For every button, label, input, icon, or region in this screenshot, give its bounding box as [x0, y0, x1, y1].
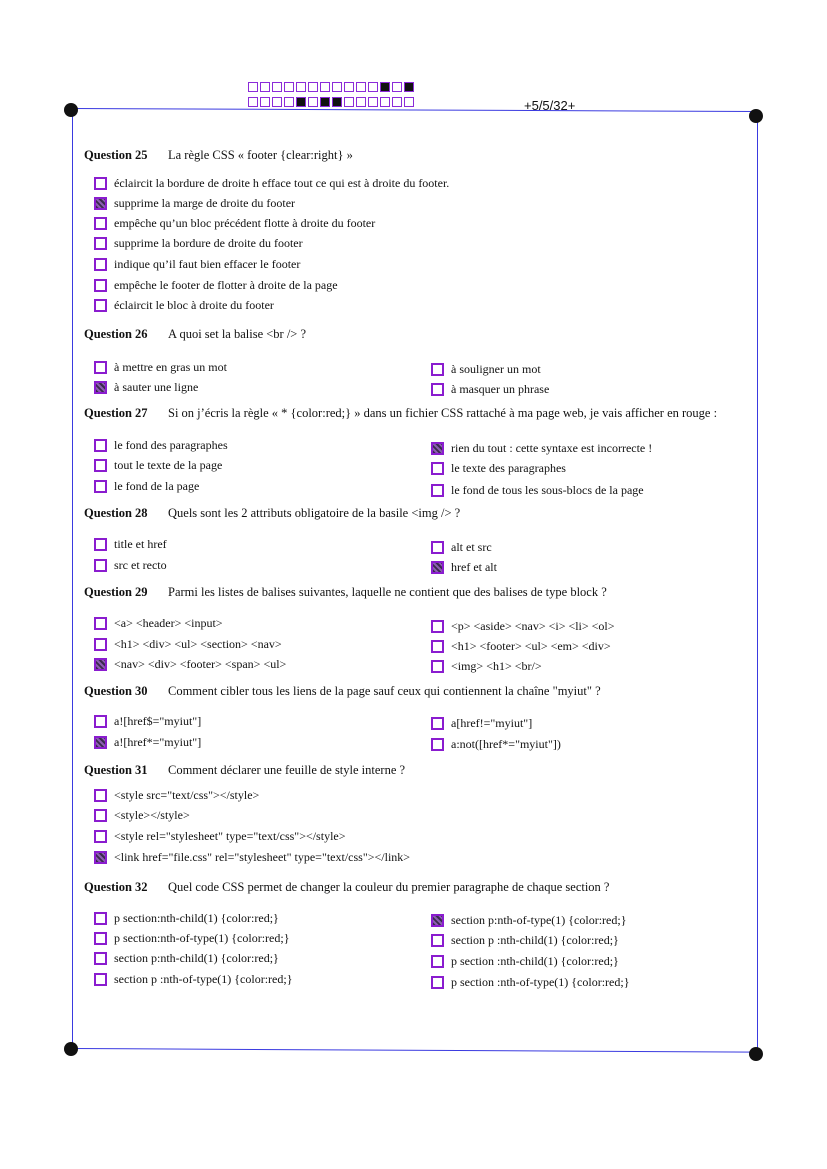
answer-label: à masquer un phrase — [451, 382, 550, 396]
answer-label: section p:nth-of-type(1) {color:red;} — [451, 913, 627, 927]
answer-label: <p> <aside> <nav> <i> <li> <ol> — [451, 619, 615, 633]
question-number: Question 26 — [84, 327, 148, 341]
question-title — [84, 880, 744, 895]
checkbox[interactable] — [94, 952, 107, 965]
checkbox[interactable] — [94, 559, 107, 572]
checkbox[interactable] — [94, 638, 107, 651]
answer-option[interactable] — [94, 657, 286, 672]
checkbox[interactable] — [431, 660, 444, 673]
barcode-cell — [404, 82, 414, 92]
checkbox[interactable] — [431, 640, 444, 653]
barcode-cell — [368, 97, 378, 107]
answer-label: p section:nth-of-type(1) {color:red;} — [114, 931, 290, 945]
question-title — [84, 506, 744, 521]
answer-option[interactable] — [431, 954, 619, 969]
barcode-row-1 — [248, 82, 414, 92]
answer-option[interactable] — [431, 483, 644, 498]
question-text: Parmi les listes de balises suivantes, laquelle ne contient que des balises de type block ? — [168, 585, 607, 599]
question-text: Comment cibler tous les liens de la page sauf ceux qui contiennent la chaîne "myiut" ? — [168, 684, 601, 698]
question-text: Comment déclarer une feuille de style interne ? — [168, 763, 406, 777]
answer-option[interactable] — [431, 639, 611, 654]
barcode-cell — [248, 82, 258, 92]
answer-option[interactable] — [94, 196, 295, 211]
answer-option[interactable] — [94, 714, 201, 729]
answer-label: <nav> <div> <footer> <span> <ul> — [114, 657, 287, 671]
barcode-cell — [356, 82, 366, 92]
checkbox[interactable] — [94, 258, 107, 271]
checkbox[interactable] — [94, 279, 107, 292]
checkbox[interactable] — [431, 383, 444, 396]
answer-option[interactable] — [94, 829, 346, 844]
answer-label: empêche qu’un bloc précédent flotte à droite du footer — [114, 216, 376, 230]
question-title — [84, 763, 744, 778]
answer-option[interactable] — [431, 362, 541, 377]
answer-label: section p:nth-child(1) {color:red;} — [114, 951, 279, 965]
answer-label: p section:nth-child(1) {color:red;} — [114, 911, 279, 925]
barcode-cell — [380, 82, 390, 92]
barcode-cell — [332, 97, 342, 107]
barcode-cell — [356, 97, 366, 107]
checkbox[interactable] — [431, 934, 444, 947]
answer-label: à sauter une ligne — [114, 380, 199, 394]
checkbox[interactable] — [431, 955, 444, 968]
answer-label: a![href*="myiut"] — [114, 735, 202, 749]
checkbox-checked[interactable] — [94, 851, 107, 864]
barcode-cell — [308, 97, 318, 107]
answer-option[interactable] — [94, 788, 259, 803]
checkbox-checked[interactable] — [431, 914, 444, 927]
answer-label: <link href="file.css" rel="stylesheet" type="text/css"></link> — [114, 850, 411, 864]
answer-label: p section :nth-of-type(1) {color:red;} — [451, 975, 630, 989]
answer-label: p section :nth-child(1) {color:red;} — [451, 954, 619, 968]
answer-option[interactable] — [431, 737, 561, 752]
answer-option[interactable] — [94, 360, 227, 375]
answer-option[interactable] — [94, 558, 167, 573]
checkbox[interactable] — [431, 484, 444, 497]
checkbox-checked[interactable] — [94, 736, 107, 749]
checkbox[interactable] — [94, 217, 107, 230]
checkbox[interactable] — [94, 459, 107, 472]
question-text: Si on j’écris la règle « * {color:red;} » dans un fichier CSS rattaché à ma page web, je vais afficher en rouge : — [168, 406, 718, 420]
answer-label: <style rel="stylesheet" type="text/css"></style> — [114, 829, 346, 843]
answer-label: indique qu’il faut bien effacer le footer — [114, 257, 301, 271]
question-title — [84, 406, 744, 421]
answer-label: section p :nth-child(1) {color:red;} — [451, 933, 619, 947]
answer-label: <a> <header> <input> — [114, 616, 223, 630]
checkbox[interactable] — [94, 789, 107, 802]
barcode-cell — [380, 97, 390, 107]
checkbox-checked[interactable] — [94, 197, 107, 210]
checkbox[interactable] — [94, 299, 107, 312]
answer-option[interactable] — [94, 850, 410, 865]
answer-label: rien du tout : cette syntaxe est incorrecte ! — [451, 441, 653, 455]
answer-label: éclaircit le bloc à droite du footer — [114, 298, 274, 312]
checkbox[interactable] — [94, 715, 107, 728]
checkbox-checked[interactable] — [94, 658, 107, 671]
answer-option[interactable] — [431, 382, 549, 397]
checkbox[interactable] — [94, 932, 107, 945]
checkbox[interactable] — [94, 480, 107, 493]
answer-option[interactable] — [94, 951, 279, 966]
answer-label: <style></style> — [114, 808, 190, 822]
question-text: Quel code CSS permet de changer la couleur du premier paragraphe de chaque section ? — [168, 880, 610, 894]
question-text: La règle CSS « footer {clear:right} » — [168, 148, 353, 162]
barcode-cell — [332, 82, 342, 92]
answer-option[interactable] — [431, 540, 492, 555]
barcode-cell — [344, 82, 354, 92]
answer-label: tout le texte de la page — [114, 458, 223, 472]
answer-option[interactable] — [94, 257, 300, 272]
answer-option[interactable] — [431, 933, 619, 948]
barcode-cell — [272, 82, 282, 92]
barcode-cell — [404, 97, 414, 107]
question-title — [84, 684, 744, 699]
answer-option[interactable] — [94, 616, 223, 631]
answer-label: à souligner un mot — [451, 362, 541, 376]
answer-label: <style src="text/css"></style> — [114, 788, 260, 802]
answer-label: le fond de la page — [114, 479, 200, 493]
checkbox[interactable] — [94, 617, 107, 630]
checkbox-checked[interactable] — [431, 561, 444, 574]
checkbox[interactable] — [94, 809, 107, 822]
corner-marker-top-left — [64, 103, 78, 117]
checkbox[interactable] — [431, 363, 444, 376]
answer-option[interactable] — [94, 972, 292, 987]
checkbox[interactable] — [94, 912, 107, 925]
answer-option[interactable] — [94, 176, 449, 191]
answer-option[interactable] — [431, 716, 532, 731]
barcode-cell — [308, 82, 318, 92]
barcode-cell — [296, 97, 306, 107]
checkbox[interactable] — [94, 237, 107, 250]
checkbox[interactable] — [431, 541, 444, 554]
answer-option[interactable] — [94, 438, 228, 453]
answer-option[interactable] — [94, 637, 282, 652]
answer-option[interactable] — [94, 298, 274, 313]
barcode-cell — [272, 97, 282, 107]
answer-option[interactable] — [431, 560, 497, 575]
question-number: Question 31 — [84, 763, 148, 777]
answer-label: supprime la marge de droite du footer — [114, 196, 296, 210]
question-number: Question 25 — [84, 148, 148, 162]
question-number: Question 30 — [84, 684, 148, 698]
answer-option[interactable] — [94, 931, 289, 946]
answer-option[interactable] — [94, 458, 222, 473]
barcode-cell — [260, 82, 270, 92]
answer-label: <h1> <div> <ul> <section> <nav> — [114, 637, 282, 651]
barcode-cell — [344, 97, 354, 107]
answer-option[interactable] — [94, 479, 199, 494]
barcode-cell — [248, 97, 258, 107]
answer-label: empêche le footer de flotter à droite de la page — [114, 278, 338, 292]
answer-option[interactable] — [94, 216, 375, 231]
checkbox[interactable] — [94, 439, 107, 452]
page-frame — [72, 110, 758, 1050]
barcode-cell — [368, 82, 378, 92]
answer-label: src et recto — [114, 558, 167, 572]
answer-option[interactable] — [431, 461, 566, 476]
corner-marker-bottom-left — [64, 1042, 78, 1056]
barcode-cell — [260, 97, 270, 107]
question-number: Question 32 — [84, 880, 148, 894]
corner-marker-top-right — [749, 109, 763, 123]
checkbox[interactable] — [431, 976, 444, 989]
answer-label: href et alt — [451, 560, 497, 574]
corner-marker-bottom-right — [749, 1047, 763, 1061]
answer-label: à mettre en gras un mot — [114, 360, 227, 374]
answer-option[interactable] — [94, 911, 279, 926]
answer-label: le fond des paragraphes — [114, 438, 228, 452]
answer-label: le texte des paragraphes — [451, 461, 566, 475]
answer-option[interactable] — [94, 537, 167, 552]
checkbox[interactable] — [94, 538, 107, 551]
checkbox[interactable] — [94, 973, 107, 986]
answer-option[interactable] — [94, 278, 338, 293]
question-text: A quoi set la balise <br /> ? — [168, 327, 307, 341]
barcode-cell — [392, 97, 402, 107]
answer-option[interactable] — [431, 619, 615, 634]
barcode-cell — [392, 82, 402, 92]
answer-label: section p :nth-of-type(1) {color:red;} — [114, 972, 293, 986]
checkbox[interactable] — [94, 830, 107, 843]
question-title — [84, 585, 744, 600]
question-text: Quels sont les 2 attributs obligatoire de la basile <img /> ? — [168, 506, 461, 520]
page-id: +5/5/32+ — [524, 98, 576, 113]
checkbox[interactable] — [431, 462, 444, 475]
question-number: Question 27 — [84, 406, 148, 420]
checkbox-checked[interactable] — [431, 442, 444, 455]
answer-label: <h1> <footer> <ul> <em> <div> — [451, 639, 611, 653]
barcode-row-2 — [248, 97, 414, 107]
answer-label: supprime la bordure de droite du footer — [114, 236, 303, 250]
checkbox[interactable] — [431, 717, 444, 730]
answer-option[interactable] — [431, 913, 626, 928]
answer-label: a[href!="myiut"] — [451, 716, 533, 730]
question-title — [84, 327, 744, 342]
question-title — [84, 148, 744, 163]
checkbox[interactable] — [94, 361, 107, 374]
checkbox[interactable] — [431, 620, 444, 633]
answer-option[interactable] — [431, 975, 629, 990]
question-number: Question 28 — [84, 506, 148, 520]
checkbox-checked[interactable] — [94, 381, 107, 394]
answer-label: a:not([href*="myiut"]) — [451, 737, 561, 751]
answer-label: title et href — [114, 537, 167, 551]
answer-option[interactable] — [94, 735, 201, 750]
answer-option[interactable] — [431, 659, 542, 674]
answer-label: a![href$="myiut"] — [114, 714, 202, 728]
answer-label: le fond de tous les sous-blocs de la page — [451, 483, 644, 497]
barcode-cell — [320, 82, 330, 92]
barcode-cell — [284, 97, 294, 107]
barcode-cell — [296, 82, 306, 92]
checkbox[interactable] — [94, 177, 107, 190]
answer-label: alt et src — [451, 540, 492, 554]
answer-option[interactable] — [94, 236, 303, 251]
barcode-cell — [320, 97, 330, 107]
checkbox[interactable] — [431, 738, 444, 751]
question-number: Question 29 — [84, 585, 148, 599]
answer-option[interactable] — [94, 808, 190, 823]
answer-option[interactable] — [94, 380, 198, 395]
barcode-cell — [284, 82, 294, 92]
answer-label: <img> <h1> <br/> — [451, 659, 542, 673]
answer-label: éclaircit la bordure de droite h efface tout ce qui est à droite du footer. — [114, 176, 450, 190]
answer-option[interactable] — [431, 441, 652, 456]
